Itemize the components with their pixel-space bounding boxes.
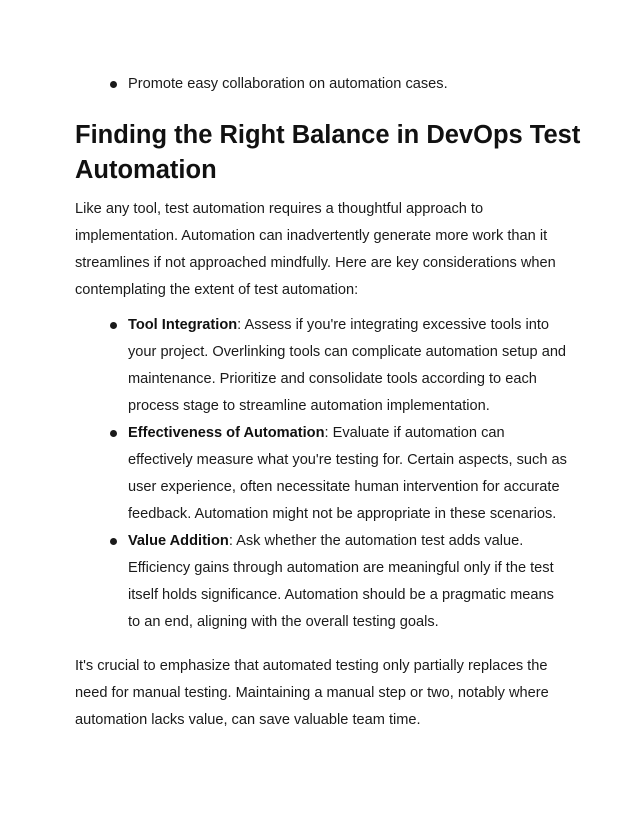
consideration-text: : Ask whether the automation test adds value. Efficiency gains through automation are meaningful only if the test itself holds significance. Automation should be a pragmatic means to an end, aligning with the overall testing goals.: [128, 533, 554, 630]
top-bullet-list: [128, 71, 608, 98]
consideration-term: Value Addition: [128, 533, 229, 549]
intro-paragraph: Like any tool, test automation requires a thoughtful approach to implementation. Automation can inadvertently generate more work than it streamlines if not approached mindfully. Here are key considerations when contemplating the extent of test automation:: [75, 201, 556, 298]
closing-paragraph: It's crucial to emphasize that automated testing only partially replaces the need for manual testing. Maintaining a manual step or two, notably where automation lacks value, can save valuable team time.: [75, 658, 549, 728]
list-item: [128, 71, 608, 98]
consideration-item-effectiveness: [128, 420, 568, 528]
consideration-text: : Evaluate if automation can effectively measure what you're testing for. Certain aspects, such as user experience, often necessitate human intervention for accurate feedback. Automation might not be appropriate in these scenarios.: [128, 425, 567, 522]
consideration-term: Effectiveness of Automation: [128, 425, 325, 441]
consideration-term: Tool Integration: [128, 317, 238, 333]
consideration-text: : Assess if you're integrating excessive tools into your project. Overlinking tools can complicate automation setup and maintenance. Prioritize and consolidate tools according to each process stage to streamline automation implementation.: [128, 317, 567, 414]
consideration-item-tool-integration: [128, 312, 568, 420]
list-item-text: Promote easy collaboration on automation cases.: [128, 76, 448, 92]
section-heading: Finding the Right Balance in DevOps Test Automation: [75, 121, 581, 184]
consideration-item-value-addition: [128, 528, 568, 636]
considerations-list: [128, 312, 568, 636]
